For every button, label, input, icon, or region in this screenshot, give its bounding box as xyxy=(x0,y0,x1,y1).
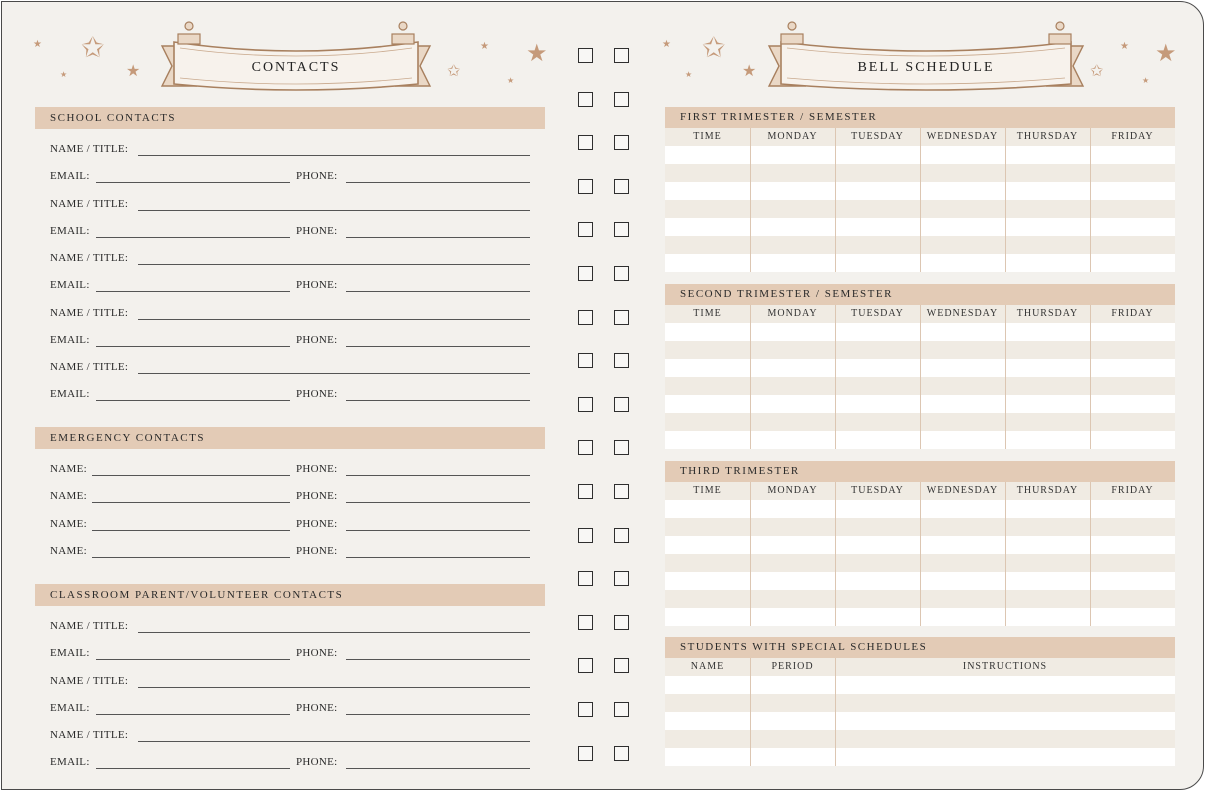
column-header: WEDNESDAY xyxy=(926,131,999,142)
checkbox-icon[interactable] xyxy=(614,658,629,673)
phone-line[interactable] xyxy=(346,714,530,715)
column-header: THURSDAY xyxy=(1016,131,1079,142)
name-title-line[interactable] xyxy=(138,210,530,211)
schedule-header: SECOND TRIMESTER / SEMESTER xyxy=(665,284,1175,305)
column-divider xyxy=(750,128,751,272)
checkbox-icon[interactable] xyxy=(614,135,629,150)
phone-line[interactable] xyxy=(346,182,530,183)
email-phone-row xyxy=(50,756,530,772)
star-icon: ★ xyxy=(1155,41,1177,67)
checkbox-icon[interactable] xyxy=(614,528,629,543)
checkbox-icon[interactable] xyxy=(578,571,593,586)
column-header: PERIOD xyxy=(771,661,814,672)
name-title-label: NAME / TITLE: xyxy=(50,729,129,741)
star-icon: ★ xyxy=(33,39,42,50)
checkbox-icon[interactable] xyxy=(614,615,629,630)
star-icon: ★ xyxy=(480,41,489,52)
contacts-title: CONTACTS xyxy=(251,60,341,75)
column-divider xyxy=(920,128,921,272)
phone-label: PHONE: xyxy=(296,463,338,475)
column-header: WEDNESDAY xyxy=(926,308,999,319)
checkbox-icon[interactable] xyxy=(614,440,629,455)
phone-line[interactable] xyxy=(346,237,530,238)
checkbox-icon[interactable] xyxy=(578,92,593,107)
checkbox-icon[interactable] xyxy=(578,135,593,150)
name-title-label: NAME / TITLE: xyxy=(50,674,129,687)
name-title-label: NAME / TITLE: xyxy=(50,252,129,264)
email-phone-row xyxy=(50,334,530,350)
star-icon: ★ xyxy=(526,41,548,67)
email-line[interactable] xyxy=(96,346,290,347)
column-divider xyxy=(1090,128,1091,272)
column-header: TIME xyxy=(693,485,722,496)
column-divider xyxy=(1005,482,1006,626)
email-phone-row xyxy=(50,170,530,186)
column-header: TUESDAY xyxy=(851,308,904,319)
star-icon: ★ xyxy=(1120,41,1129,52)
phone-label: PHONE: xyxy=(296,170,338,182)
name-title-row xyxy=(50,729,530,745)
column-header: INSTRUCTIONS xyxy=(962,661,1048,672)
phone-label: PHONE: xyxy=(296,701,338,714)
name-title-label: NAME / TITLE: xyxy=(50,143,129,155)
special-schedules-table xyxy=(665,658,1175,768)
column-header: THURSDAY xyxy=(1016,308,1079,319)
column-header: MONDAY xyxy=(767,131,818,142)
checkbox-icon[interactable] xyxy=(614,92,629,107)
checkbox-icon[interactable] xyxy=(578,702,593,717)
column-header: TUESDAY xyxy=(851,485,904,496)
email-line[interactable] xyxy=(96,659,290,660)
column-divider xyxy=(835,482,836,626)
checkbox-icon[interactable] xyxy=(614,222,629,237)
name-title-label: NAME / TITLE: xyxy=(50,361,129,373)
email-line[interactable] xyxy=(96,182,290,183)
email-line[interactable] xyxy=(96,714,290,715)
phone-label: PHONE: xyxy=(296,388,338,400)
checkbox-icon[interactable] xyxy=(614,484,629,499)
column-divider xyxy=(920,305,921,449)
phone-line[interactable] xyxy=(346,530,530,531)
checkbox-icon[interactable] xyxy=(578,179,593,194)
star-icon: ★ xyxy=(507,76,515,85)
column-divider xyxy=(1090,482,1091,626)
table-row[interactable] xyxy=(665,730,1175,748)
name-line[interactable] xyxy=(92,530,290,531)
email-phone-row xyxy=(50,279,530,295)
email-label: EMAIL: xyxy=(50,333,90,346)
checkbox-icon[interactable] xyxy=(578,353,593,368)
star-icon: ✩ xyxy=(81,33,105,64)
column-divider xyxy=(750,305,751,449)
name-phone-row xyxy=(50,463,530,479)
phone-label: PHONE: xyxy=(296,647,338,659)
email-label: EMAIL: xyxy=(50,224,90,237)
email-label: EMAIL: xyxy=(50,170,90,182)
column-header: TUESDAY xyxy=(851,131,904,142)
email-phone-row xyxy=(50,647,530,663)
name-label: NAME: xyxy=(50,517,87,530)
name-title-row xyxy=(50,252,530,268)
name-title-row xyxy=(50,620,530,636)
star-icon: ★ xyxy=(126,63,141,80)
emergency-contacts-header: EMERGENCY CONTACTS xyxy=(35,427,545,449)
name-label: NAME: xyxy=(50,490,87,503)
checkbox-icon[interactable] xyxy=(578,658,593,673)
name-title-line[interactable] xyxy=(138,687,530,688)
schedule-header: FIRST TRIMESTER / SEMESTER xyxy=(665,107,1175,128)
name-label: NAME: xyxy=(50,463,87,475)
table-row[interactable] xyxy=(665,712,1175,730)
school-contacts-header: SCHOOL CONTACTS xyxy=(35,107,545,129)
phone-line[interactable] xyxy=(346,557,530,558)
special-schedules-header: STUDENTS WITH SPECIAL SCHEDULES xyxy=(665,637,1175,658)
table-row[interactable] xyxy=(665,676,1175,694)
name-phone-row xyxy=(50,545,530,561)
name-title-row xyxy=(50,198,530,214)
checkbox-icon[interactable] xyxy=(614,310,629,325)
contacts-banner xyxy=(160,16,432,92)
email-label: EMAIL: xyxy=(50,701,90,714)
table-row[interactable] xyxy=(665,694,1175,712)
column-divider xyxy=(835,658,836,766)
star-icon: ★ xyxy=(662,39,671,50)
email-label: EMAIL: xyxy=(50,388,90,400)
banner-ribbon-icon xyxy=(160,16,432,92)
checkbox-icon[interactable] xyxy=(578,746,593,761)
email-line[interactable] xyxy=(96,768,290,769)
name-title-line[interactable] xyxy=(138,264,530,265)
name-title-line[interactable] xyxy=(138,155,530,156)
checkbox-icon[interactable] xyxy=(578,266,593,281)
checkbox-icon[interactable] xyxy=(578,484,593,499)
checkbox-icon[interactable] xyxy=(614,48,629,63)
email-label: EMAIL: xyxy=(50,756,90,768)
phone-line[interactable] xyxy=(346,291,530,292)
name-title-label: NAME / TITLE: xyxy=(50,306,129,319)
name-title-line[interactable] xyxy=(138,319,530,320)
name-phone-row xyxy=(50,518,530,534)
bell-schedule-title: BELL SCHEDULE xyxy=(857,60,995,75)
checkbox-icon[interactable] xyxy=(614,397,629,412)
column-header: TIME xyxy=(693,308,722,319)
column-header: WEDNESDAY xyxy=(926,485,999,496)
schedule-table xyxy=(665,305,1175,451)
phone-line[interactable] xyxy=(346,475,530,476)
banner-ribbon-icon xyxy=(767,16,1085,92)
email-line[interactable] xyxy=(96,237,290,238)
column-header: FRIDAY xyxy=(1111,131,1154,142)
schedule-header: THIRD TRIMESTER xyxy=(665,461,1175,482)
phone-line[interactable] xyxy=(346,502,530,503)
checkbox-icon[interactable] xyxy=(614,571,629,586)
checkbox-icon[interactable] xyxy=(578,222,593,237)
phone-label: PHONE: xyxy=(296,756,338,768)
phone-label: PHONE: xyxy=(296,517,338,530)
name-title-row xyxy=(50,143,530,159)
star-icon: ★ xyxy=(1142,76,1150,85)
name-title-label: NAME / TITLE: xyxy=(50,197,129,210)
checkbox-icon[interactable] xyxy=(578,440,593,455)
email-label: EMAIL: xyxy=(50,647,90,659)
column-divider xyxy=(835,128,836,272)
name-title-row xyxy=(50,361,530,377)
checkbox-icon[interactable] xyxy=(614,746,629,761)
phone-label: PHONE: xyxy=(296,490,338,503)
star-icon: ★ xyxy=(60,70,68,79)
phone-line[interactable] xyxy=(346,659,530,660)
table-header xyxy=(665,658,1175,676)
classroom-contacts-header: CLASSROOM PARENT/VOLUNTEER CONTACTS xyxy=(35,584,545,606)
column-header: NAME xyxy=(690,661,725,672)
checkbox-icon[interactable] xyxy=(614,179,629,194)
checkbox-icon[interactable] xyxy=(578,397,593,412)
phone-label: PHONE: xyxy=(296,279,338,291)
checkbox-icon[interactable] xyxy=(578,310,593,325)
column-header: FRIDAY xyxy=(1111,308,1154,319)
name-title-line[interactable] xyxy=(138,741,530,742)
column-divider xyxy=(1005,128,1006,272)
email-line[interactable] xyxy=(96,291,290,292)
phone-line[interactable] xyxy=(346,346,530,347)
star-icon: ★ xyxy=(685,70,693,79)
name-title-row xyxy=(50,307,530,323)
checkbox-icon[interactable] xyxy=(614,353,629,368)
phone-label: PHONE: xyxy=(296,224,338,237)
star-icon: ✩ xyxy=(702,33,726,64)
phone-line[interactable] xyxy=(346,768,530,769)
checkbox-icon[interactable] xyxy=(614,702,629,717)
phone-label: PHONE: xyxy=(296,333,338,346)
column-header: THURSDAY xyxy=(1016,485,1079,496)
name-title-line[interactable] xyxy=(138,632,530,633)
name-title-row xyxy=(50,675,530,691)
email-phone-row xyxy=(50,702,530,718)
checkbox-icon[interactable] xyxy=(578,528,593,543)
name-title-line[interactable] xyxy=(138,373,530,374)
column-divider xyxy=(920,482,921,626)
email-line[interactable] xyxy=(96,400,290,401)
email-phone-row xyxy=(50,388,530,404)
column-header: MONDAY xyxy=(767,308,818,319)
name-line[interactable] xyxy=(92,475,290,476)
name-line[interactable] xyxy=(92,557,290,558)
phone-label: PHONE: xyxy=(296,544,338,557)
column-header: TIME xyxy=(693,131,722,142)
name-label: NAME: xyxy=(50,544,87,557)
column-divider xyxy=(750,658,751,766)
name-line[interactable] xyxy=(92,502,290,503)
column-divider xyxy=(835,305,836,449)
checkbox-icon[interactable] xyxy=(614,266,629,281)
table-row[interactable] xyxy=(665,748,1175,766)
bell-schedule-banner xyxy=(767,16,1085,92)
schedule-table xyxy=(665,482,1175,628)
checkbox-icon[interactable] xyxy=(578,48,593,63)
column-header: MONDAY xyxy=(767,485,818,496)
star-icon: ✩ xyxy=(447,63,461,80)
checkbox-icon[interactable] xyxy=(578,615,593,630)
column-divider xyxy=(1090,305,1091,449)
phone-line[interactable] xyxy=(346,400,530,401)
star-icon: ★ xyxy=(742,63,757,80)
schedule-table xyxy=(665,128,1175,274)
planner-spread xyxy=(1,1,1204,790)
name-phone-row xyxy=(50,490,530,506)
name-title-label: NAME / TITLE: xyxy=(50,620,129,632)
column-divider xyxy=(1005,305,1006,449)
column-divider xyxy=(750,482,751,626)
email-phone-row xyxy=(50,225,530,241)
column-header: FRIDAY xyxy=(1111,485,1154,496)
star-icon: ✩ xyxy=(1090,63,1104,80)
email-label: EMAIL: xyxy=(50,279,90,291)
